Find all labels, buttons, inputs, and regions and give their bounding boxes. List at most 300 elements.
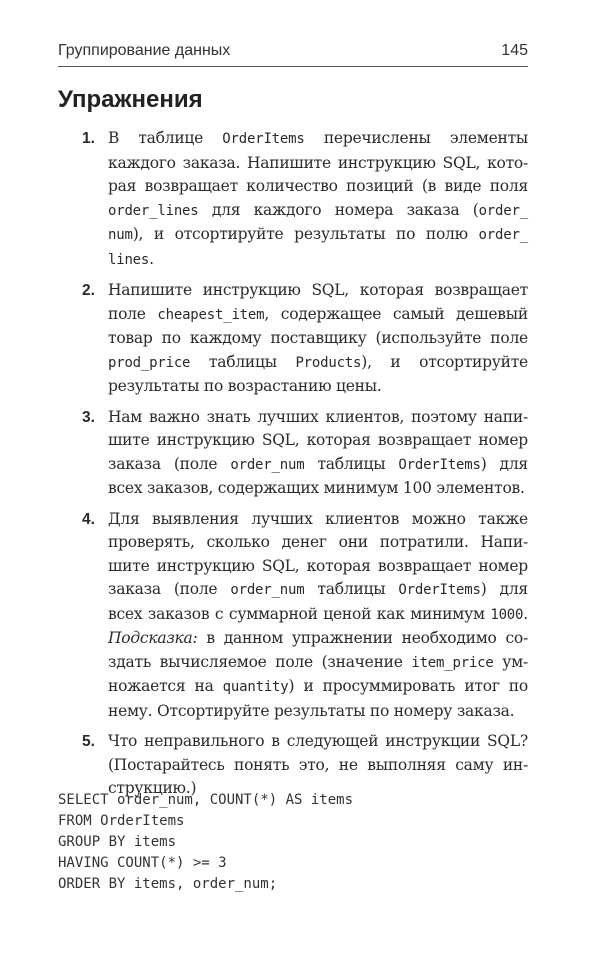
word xyxy=(275,651,313,676)
word xyxy=(338,152,436,176)
text-run: для xyxy=(499,580,528,598)
text-run: ин- xyxy=(502,755,528,774)
word xyxy=(445,175,482,199)
word xyxy=(149,406,200,430)
word xyxy=(108,675,185,700)
text-run: (поле xyxy=(173,580,218,598)
text-run: струкцию.) xyxy=(108,779,197,797)
chapter-title: Группирование данных xyxy=(58,42,231,59)
text-run: на xyxy=(194,677,214,695)
word xyxy=(410,603,485,628)
exercise-line xyxy=(108,555,528,579)
word xyxy=(154,223,164,248)
word xyxy=(346,175,413,199)
text-run: заказов xyxy=(147,604,210,623)
word xyxy=(215,603,223,628)
code-line: FROM OrderItems xyxy=(58,813,185,829)
text-run: заказа xyxy=(108,580,161,598)
text-run: ), xyxy=(132,225,144,243)
word xyxy=(464,675,499,700)
text-run: которая xyxy=(306,556,371,575)
text-run: инструкцию xyxy=(202,281,301,299)
text-run: позиций xyxy=(346,177,414,195)
word xyxy=(108,377,199,395)
word xyxy=(212,199,240,224)
text-run: заказа xyxy=(406,200,460,219)
code-identifier: order_ xyxy=(478,202,528,219)
word xyxy=(207,406,251,430)
exercise-line xyxy=(108,375,528,399)
text-run: упражнении xyxy=(291,629,393,647)
word xyxy=(174,578,217,603)
word xyxy=(487,152,528,176)
word xyxy=(229,603,318,628)
word xyxy=(398,578,486,603)
text-run: содержащих xyxy=(217,479,319,497)
word xyxy=(307,555,371,579)
text-run: каждого xyxy=(253,200,322,219)
word xyxy=(378,555,471,579)
word xyxy=(108,327,153,351)
text-run: ) xyxy=(480,454,487,473)
word xyxy=(398,453,486,478)
text-run: здать xyxy=(108,652,152,671)
exercise-line xyxy=(108,429,528,453)
exercise-item xyxy=(82,406,528,501)
word xyxy=(295,351,371,376)
text-run: возвращает xyxy=(434,281,528,299)
word xyxy=(412,508,466,532)
section-title: Упражнения xyxy=(58,86,203,113)
word xyxy=(108,351,190,376)
text-run: можно xyxy=(411,509,466,528)
exercise-line xyxy=(108,248,528,273)
text-run: возрастанию xyxy=(227,377,332,395)
word xyxy=(157,429,255,453)
running-head xyxy=(58,42,528,60)
text-run: для xyxy=(499,454,528,473)
text-run: элементы xyxy=(449,129,528,147)
word xyxy=(108,250,154,268)
text-run: потратили. xyxy=(379,533,469,551)
text-run: поэтому xyxy=(411,407,477,426)
word xyxy=(108,754,225,778)
word xyxy=(246,175,337,199)
word xyxy=(500,453,528,478)
text-run: номеру xyxy=(393,701,453,720)
text-run: инструкции xyxy=(385,732,481,750)
word xyxy=(317,578,385,603)
text-run: номер xyxy=(478,431,528,449)
text-run: итог xyxy=(464,677,500,695)
hint-label: Подсказка: xyxy=(108,629,198,647)
text-run: результаты xyxy=(108,377,200,395)
text-run: самый xyxy=(392,304,445,323)
word xyxy=(390,351,400,376)
text-run: инструкцию xyxy=(337,153,436,172)
text-run: В xyxy=(108,129,120,147)
text-run: лучших xyxy=(257,407,319,426)
word xyxy=(209,351,277,376)
exercise-line xyxy=(108,508,528,532)
code-block xyxy=(58,790,353,895)
word xyxy=(108,702,152,720)
text-run: сколько xyxy=(206,533,270,551)
text-run: просуммировать xyxy=(322,677,456,695)
code-identifier: item_price xyxy=(411,654,494,671)
text-run: . xyxy=(149,249,154,268)
code-identifier: num xyxy=(108,227,133,243)
word xyxy=(194,675,213,700)
word xyxy=(325,406,404,430)
word xyxy=(206,627,214,651)
word xyxy=(403,479,432,497)
word xyxy=(299,754,330,778)
word xyxy=(500,578,528,603)
word xyxy=(108,651,151,676)
word xyxy=(378,429,471,453)
word xyxy=(152,508,239,532)
text-run: данном xyxy=(223,629,284,647)
word xyxy=(502,651,528,676)
exercise-line xyxy=(108,730,528,754)
text-run: как xyxy=(376,604,405,623)
word xyxy=(108,603,142,628)
header-divider xyxy=(58,66,528,67)
text-run: (Постарайтесь xyxy=(108,755,225,774)
text-run: Что xyxy=(108,732,138,750)
word xyxy=(183,152,241,176)
text-run: (поле xyxy=(173,454,218,473)
exercise-number: 2. xyxy=(82,282,95,299)
word xyxy=(311,279,349,303)
text-run: ) xyxy=(288,677,295,695)
text-run: поле xyxy=(108,304,146,323)
text-run: возвращает xyxy=(377,431,472,449)
code-identifier: OrderItems xyxy=(398,456,481,473)
word xyxy=(108,279,192,303)
text-run: Отсортируйте xyxy=(157,701,270,720)
word xyxy=(262,555,300,579)
text-run: Напишите xyxy=(108,281,192,299)
text-run: инструкцию xyxy=(156,431,255,449)
word xyxy=(230,578,304,603)
word xyxy=(407,199,460,224)
code-line: HAVING COUNT(*) >= 3 xyxy=(58,855,227,871)
exercise-line xyxy=(108,603,528,628)
code-identifier: cheapest_item xyxy=(157,306,265,323)
word xyxy=(254,199,322,224)
code-identifier: Products xyxy=(295,354,362,371)
code-identifier: quantity xyxy=(222,679,289,695)
text-run: 100 xyxy=(402,479,432,497)
word xyxy=(160,651,267,676)
word xyxy=(251,508,312,532)
text-run: и xyxy=(390,352,401,371)
text-run: (используйте xyxy=(375,329,482,347)
exercise-line xyxy=(108,175,528,199)
text-run: также xyxy=(478,509,528,528)
code-line: ORDER BY items, order_num; xyxy=(58,876,278,892)
exercise-item xyxy=(82,279,528,399)
word xyxy=(144,730,264,754)
text-run: SQL, xyxy=(442,153,481,172)
word xyxy=(411,651,493,676)
text-run: денег xyxy=(281,533,327,551)
text-run: ножается xyxy=(108,677,186,695)
text-run: результаты xyxy=(273,701,366,720)
text-run: (в xyxy=(421,177,437,195)
word xyxy=(190,327,262,351)
word xyxy=(145,175,238,199)
word xyxy=(108,730,137,754)
text-run: перечислены xyxy=(323,129,431,147)
text-run: суммарной xyxy=(228,604,318,623)
word xyxy=(108,453,161,478)
exercise-number: 1. xyxy=(82,130,95,147)
word xyxy=(108,199,199,224)
text-run: SQL? xyxy=(487,732,528,750)
text-run: для xyxy=(211,200,241,219)
word xyxy=(455,754,493,778)
text-run: всех xyxy=(108,604,143,623)
word xyxy=(322,651,403,676)
word xyxy=(108,152,176,176)
word xyxy=(478,555,528,579)
text-run: возвращает xyxy=(144,177,238,195)
word xyxy=(456,303,528,328)
text-run: вычисляемое xyxy=(159,652,267,671)
text-run: ценой xyxy=(323,604,372,623)
word xyxy=(325,508,399,532)
word xyxy=(157,555,255,579)
text-run: содержащее xyxy=(280,304,382,323)
word xyxy=(218,479,319,497)
code-identifier: prod_price xyxy=(108,354,191,371)
text-run: заказа. xyxy=(456,701,515,720)
text-run: виде xyxy=(444,177,482,195)
exercise-line xyxy=(108,223,528,248)
exercise-line xyxy=(108,453,528,478)
word xyxy=(207,531,270,555)
word xyxy=(174,453,217,478)
exercise-item xyxy=(82,127,528,272)
word xyxy=(108,406,142,430)
word xyxy=(108,531,195,555)
code-identifier: order_num xyxy=(230,456,305,473)
word xyxy=(157,303,269,328)
word xyxy=(271,327,367,351)
text-run: ( xyxy=(472,200,479,219)
exercise-line xyxy=(108,675,528,700)
text-run: важно xyxy=(149,407,200,426)
text-run: таблицы xyxy=(317,580,386,598)
code-identifier: 1000 xyxy=(490,606,524,623)
word xyxy=(323,603,371,628)
text-run: которая xyxy=(359,281,424,299)
word xyxy=(484,406,528,430)
exercise-line xyxy=(108,531,528,555)
word xyxy=(360,279,424,303)
text-run: выявления xyxy=(152,509,239,528)
text-run: заказов, xyxy=(147,479,214,497)
exercise-line xyxy=(108,578,528,603)
word xyxy=(385,730,480,754)
word xyxy=(222,127,304,152)
text-run: . xyxy=(523,604,528,623)
word xyxy=(175,223,284,248)
text-run: напи- xyxy=(483,407,528,426)
word xyxy=(228,377,332,395)
text-run: отсортируйте xyxy=(419,352,528,371)
text-run: которая xyxy=(306,431,371,449)
word xyxy=(108,508,139,532)
word xyxy=(370,702,389,720)
word xyxy=(376,327,482,351)
text-run: шите xyxy=(108,431,150,449)
text-run: дешевый xyxy=(456,304,528,323)
text-run: ) xyxy=(480,580,487,598)
word xyxy=(490,175,528,199)
word xyxy=(262,429,300,453)
word xyxy=(479,223,528,248)
text-run: рая xyxy=(108,177,137,195)
word xyxy=(108,175,136,199)
word xyxy=(487,730,528,754)
text-run: заказа. xyxy=(182,153,241,172)
word xyxy=(234,754,289,778)
text-run: номер xyxy=(478,556,528,575)
word xyxy=(230,453,304,478)
word xyxy=(490,327,528,351)
word xyxy=(457,702,515,720)
word xyxy=(224,627,283,651)
text-run: клиентов xyxy=(325,509,400,528)
word xyxy=(108,555,150,579)
exercise-line xyxy=(108,303,528,328)
text-run: неправильного xyxy=(144,732,265,750)
exercise-number: 4. xyxy=(82,510,95,528)
text-run: SQL, xyxy=(261,556,300,575)
text-run: таблице xyxy=(138,129,204,147)
text-run: со- xyxy=(505,629,528,647)
text-run: шите xyxy=(108,556,150,575)
word xyxy=(380,531,469,555)
text-run: понять xyxy=(234,755,290,774)
text-run: цены. xyxy=(336,377,382,395)
word xyxy=(422,175,436,199)
word xyxy=(294,223,385,248)
word xyxy=(339,754,358,778)
text-run: элементов. xyxy=(436,479,525,497)
word xyxy=(367,754,445,778)
code-identifier: lines xyxy=(108,251,150,268)
text-run: проверять, xyxy=(108,533,195,551)
text-run: выполняя xyxy=(367,755,446,774)
exercise-line xyxy=(108,351,528,376)
word xyxy=(287,730,379,754)
text-run: Для xyxy=(108,509,140,528)
text-run: поля xyxy=(489,177,528,195)
word xyxy=(481,531,528,555)
word xyxy=(108,578,161,603)
exercise-line xyxy=(108,279,528,303)
word xyxy=(336,377,382,395)
exercise-line xyxy=(108,651,528,676)
text-run: знать xyxy=(206,407,251,426)
word xyxy=(108,627,198,651)
text-run: они xyxy=(338,533,368,551)
word xyxy=(282,531,327,555)
text-run: Напи- xyxy=(480,533,528,551)
text-run: и xyxy=(303,677,314,695)
text-run: с xyxy=(214,604,224,623)
text-run: номера xyxy=(334,200,394,219)
word xyxy=(274,702,365,720)
text-run: по xyxy=(369,701,390,720)
text-run: ум- xyxy=(502,652,528,671)
code-identifier: order_lines xyxy=(108,202,199,219)
text-run: ), xyxy=(361,352,372,371)
word xyxy=(503,754,528,778)
word xyxy=(396,223,415,248)
exercise-list xyxy=(82,127,528,808)
text-run: поле xyxy=(275,652,313,671)
text-run: кото- xyxy=(487,153,528,172)
word xyxy=(323,675,456,700)
code-line: GROUP BY items xyxy=(58,834,177,850)
word xyxy=(138,127,203,152)
text-run: по xyxy=(396,225,416,243)
text-run: таблицы xyxy=(317,454,386,473)
text-run: каждого xyxy=(108,153,176,172)
word xyxy=(108,429,150,453)
word xyxy=(108,303,146,328)
text-run: таблицы xyxy=(208,352,277,371)
text-run: всех xyxy=(108,479,143,497)
code-identifier: OrderItems xyxy=(398,582,481,598)
word xyxy=(204,377,223,395)
text-run: по xyxy=(161,329,181,347)
word xyxy=(394,702,452,720)
text-run: следующей xyxy=(286,732,379,750)
exercise-number: 3. xyxy=(82,408,95,426)
exercise-line xyxy=(108,754,528,778)
text-run: инструкцию xyxy=(156,556,255,575)
exercise-line xyxy=(108,199,528,224)
text-run: результаты xyxy=(294,225,386,243)
word xyxy=(443,152,481,176)
word xyxy=(436,479,524,497)
text-run: полю xyxy=(425,225,468,243)
text-run: минимум xyxy=(410,604,485,623)
word xyxy=(307,429,371,453)
word xyxy=(419,351,528,376)
text-run: поле xyxy=(490,329,528,347)
word xyxy=(292,627,393,651)
word xyxy=(450,127,528,152)
code-identifier: OrderItems xyxy=(222,131,305,147)
code-identifier: order_num xyxy=(230,582,305,598)
word xyxy=(435,279,528,303)
word xyxy=(473,199,528,224)
text-run: (значение xyxy=(321,652,403,671)
word xyxy=(271,730,279,754)
word xyxy=(203,279,301,303)
exercise-line xyxy=(108,477,528,501)
text-run: клиентов, xyxy=(325,407,405,426)
text-run: товар xyxy=(108,329,153,347)
